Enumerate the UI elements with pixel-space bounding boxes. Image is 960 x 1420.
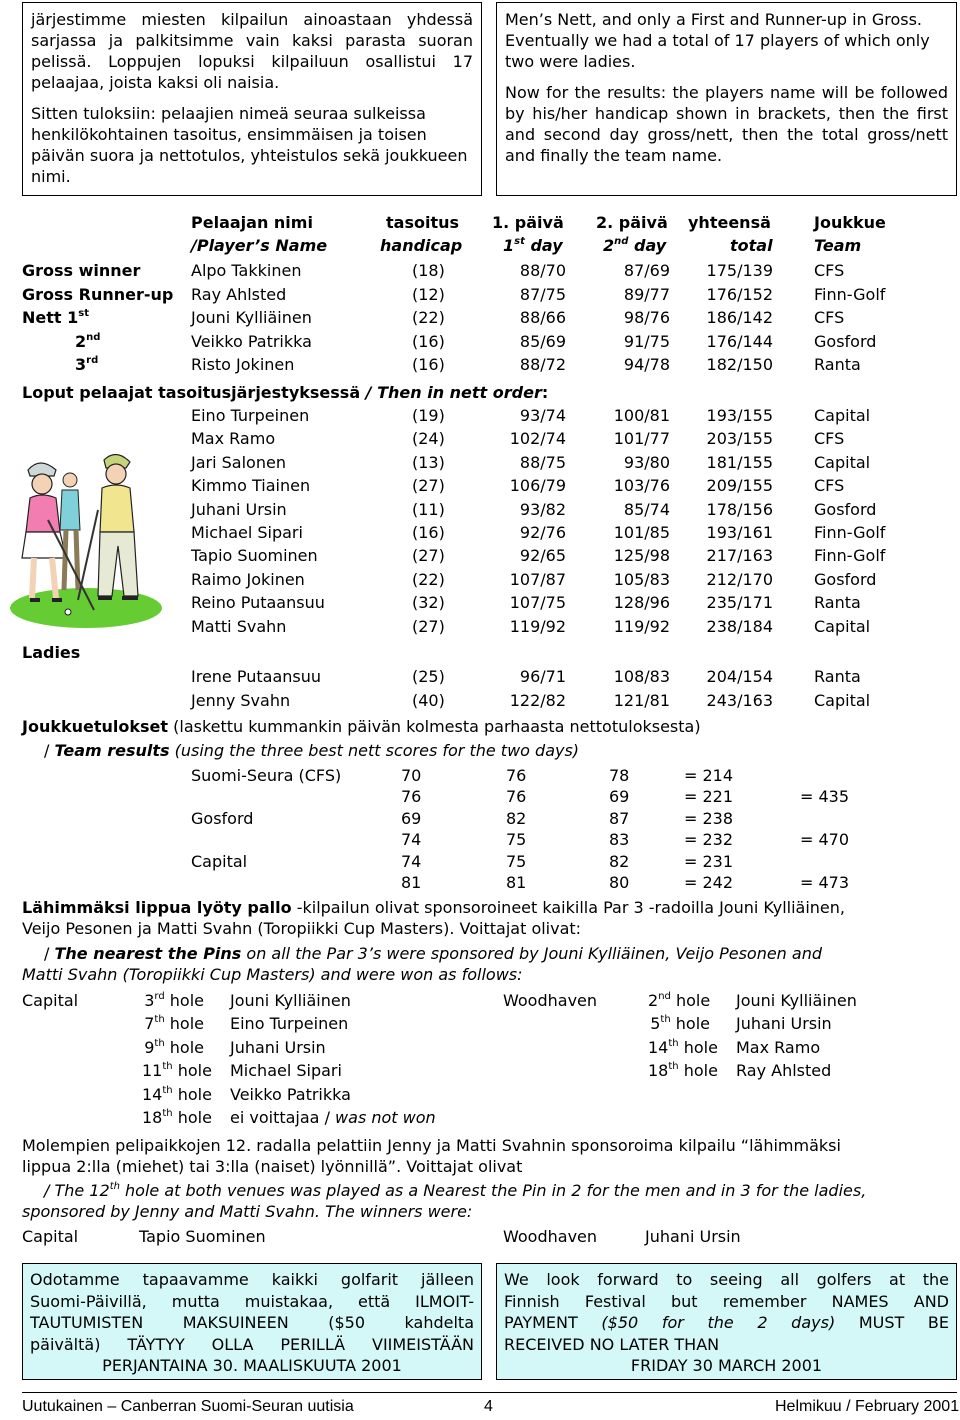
pin-hole-word: hole xyxy=(172,1084,212,1104)
header-day1-en: 1st day xyxy=(503,236,563,255)
player-day1: 93/82 xyxy=(519,499,566,519)
team-score-row xyxy=(0,809,960,829)
intro-fi-results: Sitten tuloksiin: pelaajien nimeä seuraa sulkeissa henkilökohtainen tasoitus, ensimmäisen ja toisen päivän suora ja nettotulos, yhteistulos sekä joukkueen nimi. xyxy=(31,104,468,186)
player-handicap: (27) xyxy=(412,476,445,496)
pin-hole-number: 5 xyxy=(650,1014,661,1034)
player-total: 203/155 xyxy=(706,429,773,449)
player-handicap: (40) xyxy=(412,690,445,710)
notice-fi-line: Odotamme tapaavamme kaikki golfarit jälleen xyxy=(30,1270,474,1289)
player-name: Tapio Suominen xyxy=(191,546,318,566)
ladies-label: Ladies xyxy=(22,643,81,662)
footer-rule xyxy=(22,1392,957,1393)
pins-venue-woodhaven: Woodhaven xyxy=(503,991,598,1010)
pin-winner-name: ei voittajaa / xyxy=(230,1108,336,1127)
winner-category-label xyxy=(22,261,140,280)
team-score-a: 70 xyxy=(401,766,422,785)
player-handicap: (22) xyxy=(412,308,445,327)
team-score-a: 74 xyxy=(401,852,422,871)
player-name: Raimo Jokinen xyxy=(191,569,305,589)
pin-winner-name: Max Ramo xyxy=(736,1037,821,1057)
winner-category-label xyxy=(75,332,100,351)
player-team: CFS xyxy=(814,308,845,327)
team-score-a: 74 xyxy=(401,829,422,849)
header-total-fi: yhteensä xyxy=(688,213,771,232)
twelfth-venue-right: Woodhaven xyxy=(503,1227,598,1246)
player-day1: 119/92 xyxy=(509,616,566,636)
team-name: Suomi-Seura (CFS) xyxy=(191,766,342,785)
pin-hole-number: 11 xyxy=(142,1061,163,1081)
player-name: Jenny Svahn xyxy=(191,690,291,710)
winner-category-text: 3 xyxy=(75,355,87,374)
pin-row xyxy=(0,1038,960,1060)
team-score-b: 76 xyxy=(506,786,527,806)
pin-hole-sup: rd xyxy=(154,991,165,1002)
team-score-b: 82 xyxy=(506,809,527,828)
pin-hole-number: 14 xyxy=(648,1037,669,1057)
player-day1: 88/70 xyxy=(519,261,566,280)
team-grand-total: = 470 xyxy=(800,829,850,849)
winner-category-text: 2 xyxy=(75,332,87,351)
winner-category-text: Gross winner xyxy=(22,261,141,280)
player-name: Irene Putaansuu xyxy=(191,667,322,686)
player-name: Jari Salonen xyxy=(191,452,286,472)
player-day2: 94/78 xyxy=(623,355,670,374)
pin-hole-word: hole xyxy=(172,1061,212,1081)
team-score-b: 76 xyxy=(506,766,527,785)
table-row xyxy=(0,406,960,428)
player-team: Ranta xyxy=(814,355,861,374)
pins-venue-capital: Capital xyxy=(22,991,79,1010)
table-row xyxy=(0,308,960,330)
player-handicap: (22) xyxy=(412,569,445,589)
player-team: Ranta xyxy=(814,593,861,613)
pin-winner xyxy=(736,1038,820,1057)
player-handicap: (32) xyxy=(412,593,445,613)
player-day1: 88/75 xyxy=(519,452,566,472)
team-score-a: 69 xyxy=(401,809,422,828)
pin-hole-sup: th xyxy=(154,1037,165,1049)
pin-row xyxy=(0,1014,960,1036)
pin-row xyxy=(0,1085,960,1107)
player-handicap: (25) xyxy=(412,667,445,686)
player-day1: 88/72 xyxy=(519,355,566,374)
team-score-row xyxy=(0,852,960,872)
player-team: Gosford xyxy=(814,332,877,351)
player-total: 193/161 xyxy=(706,523,773,542)
header-team-en: Team xyxy=(814,236,862,255)
player-day1: 88/66 xyxy=(519,308,566,327)
pin-hole-word: hole xyxy=(164,991,204,1010)
player-day2: 101/77 xyxy=(613,429,670,449)
pin-winner xyxy=(736,1014,832,1033)
team-score-row xyxy=(0,830,960,850)
intro-box-fi xyxy=(22,2,482,196)
table-row xyxy=(0,667,960,689)
team-results-heading-en: / Team results (using the three best nett scores for the two days) xyxy=(44,741,580,760)
player-total: 235/171 xyxy=(706,593,773,613)
pins-en-line1: / The nearest the Pins on all the Par 3’s were sponsored by Jouni Kylliäinen, Veijo Pesonen and xyxy=(44,944,822,963)
notice-en-last: FRIDAY 30 MARCH 2001 xyxy=(630,1356,823,1375)
notice-box-fi xyxy=(22,1263,482,1380)
footer-page-number: 4 xyxy=(484,1398,493,1415)
pins-fi-line2: Veijo Pesonen ja Matti Svahn (Toropiikki Cup Masters). Voittajat olivat: xyxy=(22,919,582,938)
player-name: Jouni Kylliäinen xyxy=(191,308,312,327)
pin-hole-sup: th xyxy=(660,1014,671,1026)
player-team: Finn-Golf xyxy=(814,523,886,542)
player-total: 243/163 xyxy=(706,690,773,710)
player-handicap: (16) xyxy=(412,332,445,351)
team-score-c: 69 xyxy=(609,786,630,806)
pin-hole-word: hole xyxy=(670,1014,710,1034)
header-hcp-en: handicap xyxy=(380,236,463,255)
team-score-c: 82 xyxy=(609,852,630,871)
rest-heading-en: / Then in nett order xyxy=(360,383,542,402)
pin-hole xyxy=(142,1108,212,1127)
team-day-sum: = 221 xyxy=(684,786,734,806)
notice-box-en xyxy=(496,1263,957,1380)
player-handicap: (13) xyxy=(412,452,445,472)
player-name: Alpo Takkinen xyxy=(191,261,302,280)
player-total: 175/139 xyxy=(706,261,773,280)
pin-winner-name: Michael Sipari xyxy=(230,1061,342,1081)
player-name: Michael Sipari xyxy=(191,523,303,542)
team-grand-total: = 435 xyxy=(800,786,850,806)
notice-fi-last: PERJANTAINA 30. MAALISKUUTA 2001 xyxy=(102,1356,402,1375)
notice-en-line2: Finnish Festival but remember NAMES AND xyxy=(504,1291,949,1311)
player-day1: 92/76 xyxy=(519,523,566,542)
player-day2: 93/80 xyxy=(623,452,670,472)
player-team: Gosford xyxy=(814,569,877,589)
table-row xyxy=(0,691,960,713)
player-handicap: (27) xyxy=(412,546,445,566)
player-day1: 107/75 xyxy=(509,593,566,613)
team-day-sum: = 242 xyxy=(684,872,734,892)
pin-winner-name: Veikko Patrikka xyxy=(230,1084,351,1104)
pin-hole-sup: th xyxy=(668,1037,679,1049)
team-score-b: 81 xyxy=(506,872,527,892)
pin-hole-word: hole xyxy=(164,1037,204,1057)
team-score-row xyxy=(0,787,960,807)
pin-winner-name: Juhani Ursin xyxy=(736,1014,832,1034)
player-day1: 106/79 xyxy=(509,476,566,496)
pin-hole-sup: th xyxy=(154,1014,165,1026)
twelfth-venue-left: Capital xyxy=(22,1227,79,1246)
pin-winner xyxy=(230,1085,351,1104)
player-team: CFS xyxy=(814,261,845,280)
header-hcp-fi: tasoitus xyxy=(386,213,460,232)
player-handicap: (24) xyxy=(412,429,445,449)
golfers-clipart-image xyxy=(8,440,178,630)
pin-winner-name: Ray Ahlsted xyxy=(736,1061,832,1081)
team-score-row xyxy=(0,766,960,786)
notice-en-line1: We look forward to seeing all golfers at the xyxy=(504,1270,949,1289)
winner-category-label xyxy=(22,308,89,327)
player-day1: 93/74 xyxy=(519,406,566,425)
player-day2: 125/98 xyxy=(613,546,670,566)
pin-row xyxy=(0,1061,960,1083)
player-day2: 105/83 xyxy=(613,569,670,589)
player-name: Kimmo Tiainen xyxy=(191,476,311,496)
pin-hole-word: hole xyxy=(670,991,711,1010)
pin-winner-en: was not won xyxy=(335,1108,436,1127)
player-name: Juhani Ursin xyxy=(191,499,287,519)
player-day2: 119/92 xyxy=(613,616,670,636)
player-day1: 85/69 xyxy=(519,332,566,351)
winner-category-sup: rd xyxy=(86,355,99,366)
player-name: Veikko Patrikka xyxy=(191,332,312,351)
player-team: Ranta xyxy=(814,667,861,686)
notice-en-line4: RECEIVED NO LATER THAN xyxy=(504,1334,720,1354)
pin-hole-sup: th xyxy=(162,1108,173,1119)
team-score-b: 75 xyxy=(506,852,527,871)
player-day1: 92/65 xyxy=(519,546,566,566)
team-score-c: 87 xyxy=(609,809,630,828)
team-day-sum: = 231 xyxy=(684,852,734,871)
winner-category-label xyxy=(22,285,173,304)
table-row xyxy=(0,355,960,377)
player-day2: 101/85 xyxy=(613,523,670,542)
player-team: Finn-Golf xyxy=(814,546,886,566)
player-team: Capital xyxy=(814,690,871,710)
player-day2: 100/81 xyxy=(613,406,670,425)
pin-hole-number: 14 xyxy=(142,1084,163,1104)
player-handicap: (16) xyxy=(412,355,445,374)
pin-winner xyxy=(736,1061,831,1080)
player-total: 238/184 xyxy=(706,616,773,636)
winner-category-text: Nett 1 xyxy=(22,308,79,327)
team-name: Gosford xyxy=(191,809,254,828)
team-score-c: 80 xyxy=(609,872,630,892)
twelfth-fi-line2: lippua 2:lla (miehet) tai 3:lla (naiset) lyönnillä”. Voittajat olivat xyxy=(22,1157,523,1176)
player-day1: 107/87 xyxy=(509,569,566,589)
player-total: 217/163 xyxy=(706,546,773,566)
table-row xyxy=(0,332,960,354)
header-name-fi: Pelaajan nimi xyxy=(191,213,313,232)
twelfth-winner-left: Tapio Suominen xyxy=(139,1227,266,1246)
winner-category-sup: nd xyxy=(86,332,101,343)
winner-category-label xyxy=(75,355,98,374)
team-results-heading-fi: Joukkuetulokset (laskettu kummankin päivän kolmesta parhaasta nettotuloksesta) xyxy=(22,717,701,736)
player-total: 176/152 xyxy=(706,285,773,304)
winner-category-sup: st xyxy=(78,308,89,319)
player-name: Ray Ahlsted xyxy=(191,285,287,304)
pin-hole xyxy=(648,991,710,1010)
header-day2-fi: 2. päivä xyxy=(596,213,668,232)
player-day2: 87/69 xyxy=(623,261,670,280)
pin-hole-word: hole xyxy=(678,1061,718,1081)
player-total: 178/156 xyxy=(706,499,773,519)
player-team: Capital xyxy=(814,452,871,472)
pin-hole-number: 9 xyxy=(144,1037,155,1057)
intro-en-results: Now for the results: the players name will be followed by his/her handicap shown in brackets, then the first and second day gross/nett, then the total gross/nett and finally the team name. xyxy=(505,83,948,165)
player-total: 204/154 xyxy=(706,667,773,686)
pin-hole xyxy=(142,1084,212,1104)
pin-winner-name: Jouni Kylliäinen xyxy=(736,991,857,1010)
player-handicap: (27) xyxy=(412,616,445,636)
pin-winner-name: Juhani Ursin xyxy=(230,1037,326,1057)
player-name: Matti Svahn xyxy=(191,616,287,636)
header-day2-en: 2nd day xyxy=(603,236,667,255)
pin-winner-name: Eino Turpeinen xyxy=(230,1014,349,1034)
pin-hole-word: hole xyxy=(172,1108,212,1127)
player-day1: 87/75 xyxy=(519,285,566,304)
player-day1: 96/71 xyxy=(519,667,566,686)
player-total: 176/144 xyxy=(706,332,773,351)
player-team: CFS xyxy=(814,476,845,496)
table-row xyxy=(0,261,960,283)
pin-hole-word: hole xyxy=(678,1037,718,1057)
header-total-en: total xyxy=(730,236,773,255)
team-score-c: 83 xyxy=(609,829,630,849)
player-total: 182/150 xyxy=(706,355,773,374)
twelfth-en-line2: sponsored by Jenny and Matti Svahn. The winners were: xyxy=(22,1202,473,1221)
player-day2: 85/74 xyxy=(623,499,670,519)
twelfth-winner-right: Juhani Ursin xyxy=(645,1227,741,1246)
player-day2: 128/96 xyxy=(613,593,670,613)
intro-en-text: Men’s Nett, and only a First and Runner-up in Gross. Eventually we had a total of 17 players of which only two were ladies. xyxy=(505,10,930,71)
twelfth-fi-line1: Molempien pelipaikkojen 12. radalla pelattiin Jenny ja Matti Svahnin sponsoroima kilpailu “lähimmäksi xyxy=(22,1136,841,1155)
pin-hole-sup: nd xyxy=(658,991,671,1002)
team-name: Capital xyxy=(191,852,248,871)
pin-winner xyxy=(230,1108,436,1127)
intro-box-en xyxy=(496,2,957,196)
player-day1: 102/74 xyxy=(509,429,566,449)
player-total: 186/142 xyxy=(706,308,773,327)
pin-row xyxy=(0,991,960,1013)
twelfth-en-line1: / The 12th hole at both venues was played as a Nearest the Pin in 2 for the men and in 3 for the ladies, xyxy=(44,1181,867,1200)
player-total: 212/170 xyxy=(706,569,773,589)
winner-category-text: Gross Runner-up xyxy=(22,285,174,304)
header-name-en: /Player’s Name xyxy=(191,236,328,255)
footer-left: Uutukainen – Canberran Suomi-Seuran uutisia xyxy=(22,1398,354,1415)
player-day2: 89/77 xyxy=(623,285,670,304)
pin-hole-sup: th xyxy=(668,1061,679,1073)
notice-fi-line: Suomi-Päivillä, mutta muistakaa, että ILMOIT- xyxy=(30,1291,474,1311)
player-day2: 103/76 xyxy=(613,476,670,496)
player-day2: 121/81 xyxy=(613,690,670,710)
footer-right: Helmikuu / February 2001 xyxy=(775,1398,960,1415)
player-name: Risto Jokinen xyxy=(191,355,295,374)
pin-winner-name: Jouni Kylliäinen xyxy=(230,991,351,1010)
pin-hole xyxy=(648,1037,718,1057)
player-name: Eino Turpeinen xyxy=(191,406,310,425)
player-total: 181/155 xyxy=(706,452,773,472)
team-day-sum: = 238 xyxy=(684,809,734,828)
player-handicap: (19) xyxy=(412,406,445,425)
notice-fi-line: TAUTUMISTEN MAKSUINEEN ($50 kahdelta xyxy=(30,1313,474,1332)
pin-hole-number: 7 xyxy=(144,1014,155,1034)
team-score-c: 78 xyxy=(609,766,630,785)
pins-fi-line1: Lähimmäksi lippua lyöty pallo -kilpailun olivat sponsoroineet kaikilla Par 3 -radoilla Jouni Kylliäinen, xyxy=(22,898,845,917)
player-day2: 98/76 xyxy=(623,308,670,327)
intro-fi-text: järjestimme miesten kilpailun ainoastaan yhdessä sarjassa ja palkitsimme vain kaksi parasta suoran pelissä. Loppujen lopuksi kilpailuun osallistui 17 pelaajaa, joista kaksi oli naisia. xyxy=(31,10,473,92)
player-name: Reino Putaansuu xyxy=(191,593,325,613)
player-handicap: (18) xyxy=(412,261,445,280)
team-day-sum: = 232 xyxy=(684,829,734,849)
player-team: Capital xyxy=(814,406,871,425)
player-day2: 91/75 xyxy=(623,332,670,351)
table-row xyxy=(0,285,960,307)
pin-row xyxy=(0,1108,960,1130)
notice-fi-line: päivältä) TÄYTYY OLLA PERILLÄ VIIMEISTÄÄN xyxy=(30,1334,474,1354)
pin-hole-sup: th xyxy=(162,1084,173,1096)
player-handicap: (12) xyxy=(412,285,445,304)
pin-hole xyxy=(648,1061,718,1081)
rest-heading-fi: Loput pelaajat tasoitusjärjestyksessä xyxy=(22,383,361,402)
team-score-b: 75 xyxy=(506,829,527,849)
player-handicap: (16) xyxy=(412,523,445,542)
pin-hole-number: 18 xyxy=(648,1061,669,1081)
player-team: CFS xyxy=(814,429,845,449)
pin-hole xyxy=(648,1014,710,1033)
player-day2: 108/83 xyxy=(613,667,670,686)
pin-hole-number: 2 xyxy=(648,991,659,1010)
player-team: Capital xyxy=(814,616,871,636)
player-handicap: (11) xyxy=(412,499,445,519)
rest-heading: Loput pelaajat tasoitusjärjestyksessä / Then in nett order: xyxy=(22,383,549,402)
header-team-fi: Joukkue xyxy=(814,213,886,232)
team-score-row xyxy=(0,873,960,893)
player-team: Gosford xyxy=(814,499,877,519)
pin-hole-number: 18 xyxy=(142,1108,163,1127)
notice-fi-lines xyxy=(30,1269,474,1355)
pin-hole-word: hole xyxy=(164,1014,204,1034)
player-day1: 122/82 xyxy=(509,690,566,710)
notice-en-line3: PAYMENT ($50 for the 2 days) MUST BE xyxy=(504,1313,950,1332)
player-total: 209/155 xyxy=(706,476,773,496)
team-score-a: 81 xyxy=(401,872,422,892)
pin-hole-sup: th xyxy=(162,1061,173,1073)
player-team: Finn-Golf xyxy=(814,285,886,304)
pins-en-line2: Matti Svahn (Toropiikki Cup Masters) and were won as follows: xyxy=(22,965,523,984)
team-score-a: 76 xyxy=(401,786,422,806)
team-day-sum: = 214 xyxy=(684,766,734,785)
pin-winner xyxy=(736,991,857,1010)
player-name: Max Ramo xyxy=(191,429,276,449)
player-total: 193/155 xyxy=(706,406,773,425)
header-day1-fi: 1. päivä xyxy=(492,213,564,232)
team-grand-total: = 473 xyxy=(800,872,850,892)
pin-hole-number: 3 xyxy=(144,991,155,1010)
